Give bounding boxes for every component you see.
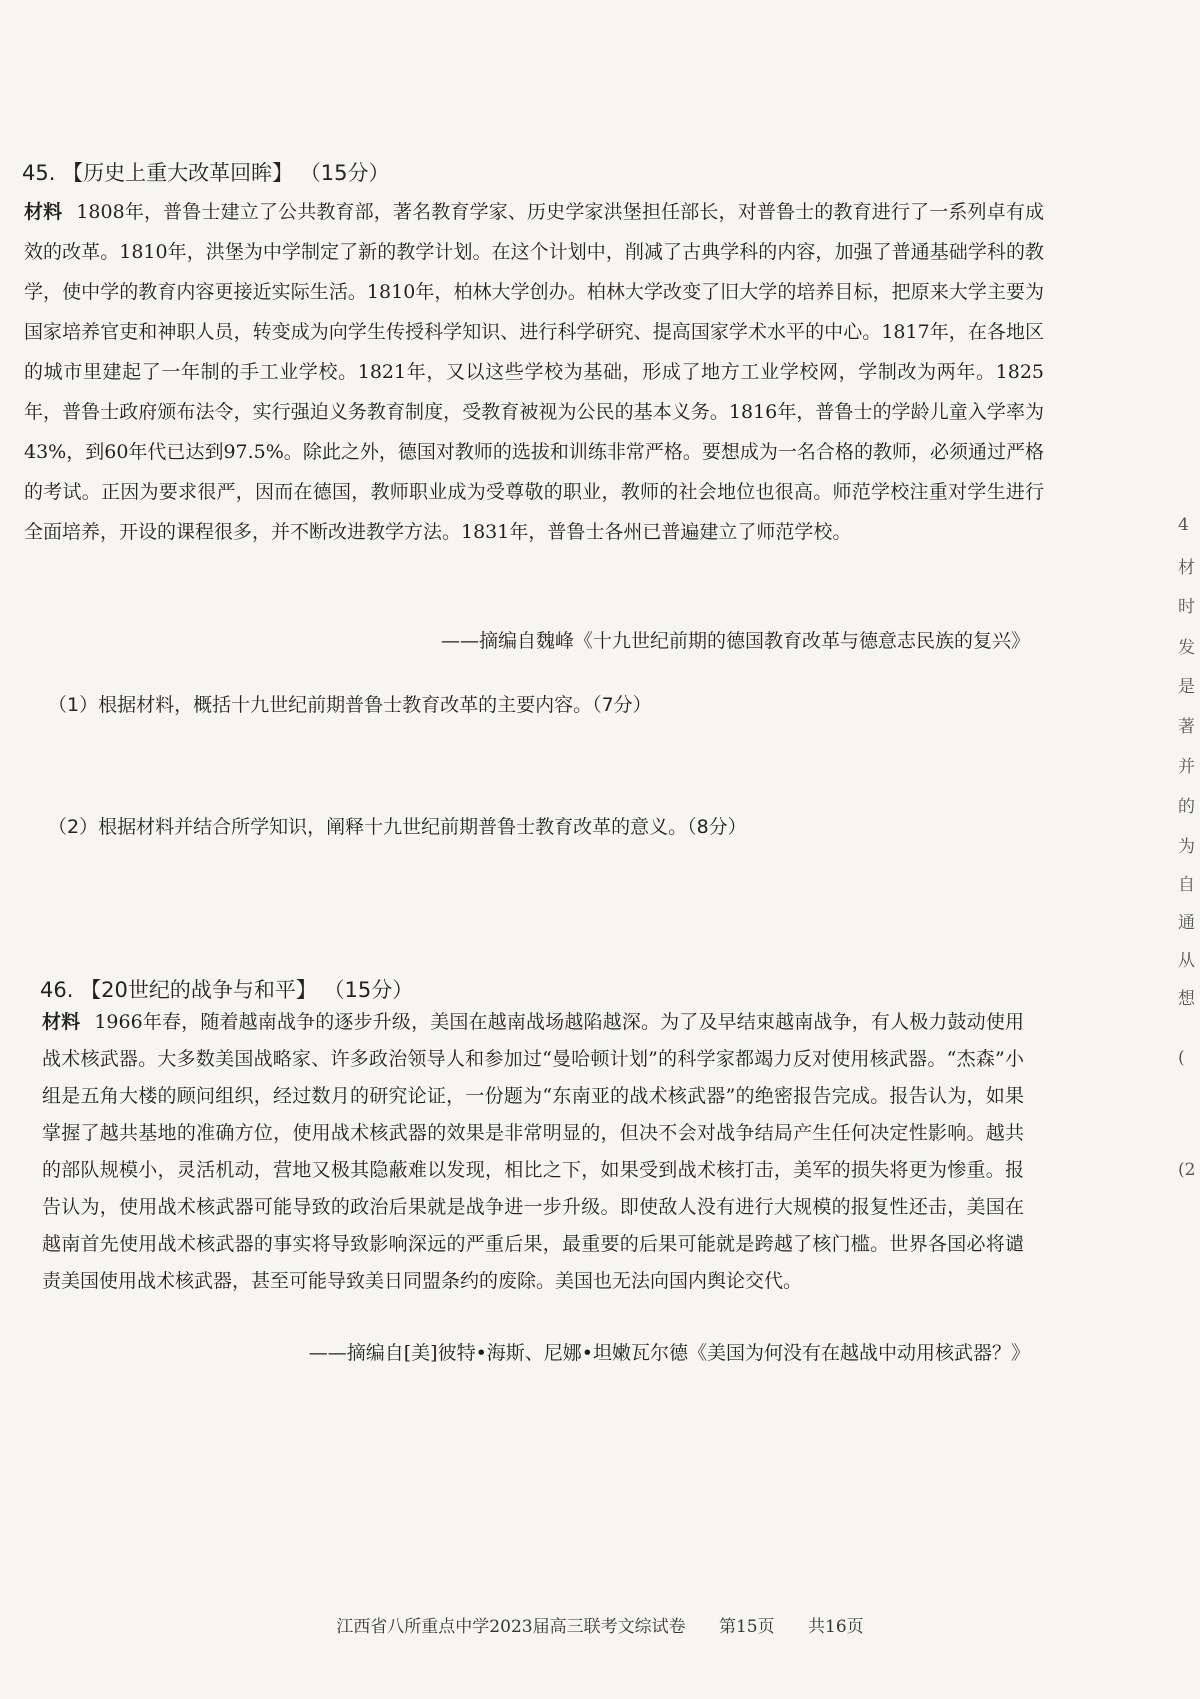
q45-score: （15分）: [299, 161, 390, 185]
edge-char: 时: [1178, 597, 1195, 617]
edge-char: 发: [1178, 638, 1195, 658]
page-footer: [0, 1612, 1200, 1637]
q45-title: 【历史上重大改革回眸】: [62, 161, 294, 185]
edge-char: 为: [1178, 837, 1195, 857]
edge-char: 4: [1178, 515, 1189, 535]
q46-material-label: 材料: [42, 1011, 81, 1033]
q45-number: 45.: [22, 161, 56, 185]
edge-char: 自: [1178, 875, 1195, 895]
footer-total-pages: 共16页: [808, 1617, 864, 1637]
q46-score: （15分）: [323, 978, 414, 1002]
edge-char: 通: [1178, 913, 1195, 933]
q45-source: ——摘编自魏峰《十九世纪前期的德国教育改革与德意志民族的复兴》: [440, 630, 1030, 652]
q45-material: [24, 192, 1044, 552]
q45-heading: [22, 157, 390, 187]
edge-char: 的: [1178, 797, 1195, 817]
q46-number: 46.: [40, 978, 74, 1002]
edge-char: 想: [1178, 989, 1195, 1009]
footer-exam-title: 江西省八所重点中学2023届高三联考文综试卷: [336, 1617, 686, 1637]
edge-char: 并: [1178, 757, 1195, 777]
q45-material-text: 1808年，普鲁士建立了公共教育部，著名教育学家、历史学家洪堡担任部长，对普鲁士的教育进行了一系列卓有成效的改革。1810年，洪堡为中学制定了新的教学计划。在这个计划中，削减了古典学科的内容，加强了普通基础学科的教学，使中学的教育内容更接近实际生活。1810年，柏林大学创办。柏林大学改变了旧大学的培养目标，把原来大学主要为国家培养官吏和神职人员，转变成为向学生传授科学知识、进行科学研究、提高国家学术水平的中心。1817年，在各地区的城市里建起了一年制的手工业学校。1821年，又以这些学校为基础，形成了地方工业学校网，学制改为两年。1825年，普鲁士政府颁布法令，实行强迫义务教育制度，受教育被视为公民的基本义务。1816年，普鲁士的学龄儿童入学率为43%，到60年代已达到97.5%。除此之外，德国对教师的选拔和训练非常严格。要想成为一名合格的教师，必须通过严格的考试。正因为要求很严，因而在德国，教师职业成为受尊敬的职业，教师的社会地位也很高。师范学校注重对学生进行全面培养，开设的课程很多，并不断改进教学方法。1831年，普鲁士各州已普遍建立了师范学校。: [24, 201, 1044, 543]
edge-char: 材: [1178, 558, 1195, 578]
footer-page-number: 第15页: [718, 1617, 775, 1637]
edge-char: 是: [1178, 677, 1195, 697]
q46-source: ——摘编自[美]彼特•海斯、尼娜•坦嫩瓦尔德《美国为何没有在越战中动用核武器？》: [308, 1342, 1030, 1364]
q46-title: 【20世纪的战争与和平】: [80, 978, 317, 1002]
edge-char: (2: [1178, 1160, 1196, 1180]
q45-subquestion-2: （2）根据材料并结合所学知识，阐释十九世纪前期普鲁士教育改革的意义。（8分）: [48, 816, 747, 838]
q46-material-text: 1966年春，随着越南战争的逐步升级，美国在越南战场越陷越深。为了及早结束越南战争，有人极力鼓动使用战术核武器。大多数美国战略家、许多政治领导人和参加过“曼哈顿计划”的科学家都竭力反对使用核武器。“杰森”小组是五角大楼的顾问组织，经过数月的研究论证，一份题为“东南亚的战术核武器”的绝密报告完成。报告认为，如果掌握了越共基地的准确方位，使用战术核武器的效果是非常明显的，但决不会对战争结局产生任何决定性影响。越共的部队规模小，灵活机动，营地又极其隐蔽难以发现，相比之下，如果受到战术核打击，美军的损失将更为惨重。报告认为，使用战术核武器可能导致的政治后果就是战争进一步升级。即使敌人没有进行大规模的报复性还击，美国在越南首先使用战术核武器的事实将导致影响深远的严重后果，最重要的后果可能就是跨越了核门槛。世界各国必将谴责美国使用战术核武器，甚至可能导致美日同盟条约的废除。美国也无法向国内舆论交代。: [42, 1011, 1024, 1292]
q46-material: [42, 1004, 1024, 1300]
edge-char: 著: [1178, 717, 1195, 737]
q45-subquestion-1: （1）根据材料，概括十九世纪前期普鲁士教育改革的主要内容。（7分）: [48, 694, 652, 716]
edge-char: 从: [1178, 951, 1195, 971]
edge-char: (: [1178, 1048, 1185, 1068]
q46-heading: [40, 974, 413, 1004]
q45-material-label: 材料: [24, 201, 63, 223]
